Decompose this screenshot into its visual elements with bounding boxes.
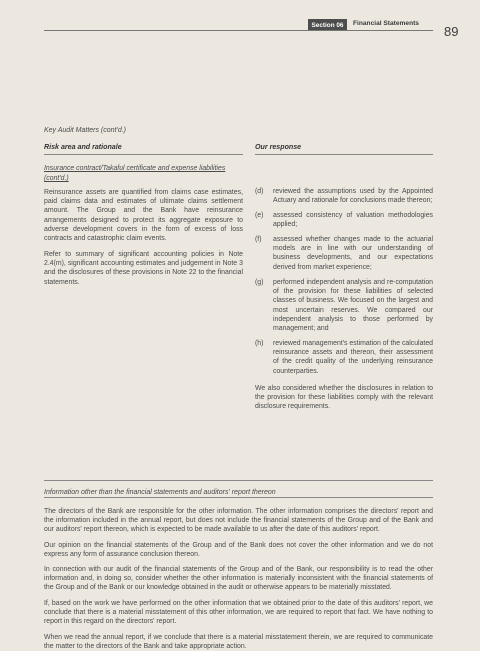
- response-heading-rule: [255, 154, 433, 155]
- response-item-label: (f): [255, 236, 262, 243]
- response-item-label: (e): [255, 212, 264, 219]
- section-divider-bottom: [44, 497, 433, 498]
- response-item-label: (g): [255, 279, 264, 286]
- response-item-d: [255, 187, 433, 205]
- response-column-heading: Our response: [255, 143, 302, 151]
- other-info-paragraph-3: In connection with our audit of the financial statements of the Group and of the Bank, our responsibility is to read the other information and, in doing so, consider whether the other information is materially inconsistent with the financial statements of the Group and of the Bank or our knowledge obtained in the audit or otherwise appears to be materially misstated.: [44, 566, 433, 592]
- response-item-label: (h): [255, 340, 264, 347]
- other-info-heading: Information other than the financial statements and auditors' report thereon: [44, 489, 276, 496]
- section-divider-top: [44, 480, 433, 481]
- risk-paragraph-2: Refer to summary of significant accounting policies in Note 2.4(m), significant accounting estimates and judgement in Note 3 and the disclosures of these provisions in Note 22 to the financial statements.: [44, 251, 243, 286]
- response-item-text: performed independent analysis and re-computation of the provision for these liabilities of selected classes of business. We focused on the largest and most uncertain reserves. We compared our independent analysis to those performed by management; and: [273, 279, 433, 333]
- risk-column-heading: Risk area and rationale: [44, 143, 122, 151]
- response-item-h: [255, 339, 433, 376]
- response-item-f: [255, 235, 433, 272]
- response-item-text: reviewed the assumptions used by the Appointed Actuary and rationale for conclusions made thereon;: [273, 188, 433, 205]
- other-info-paragraph-5: When we read the annual report, if we conclude that there is a material misstatement therein, we are required to communicate the matter to the directors of the Bank and take appropriate action.: [44, 634, 433, 651]
- response-conclusion: We also considered whether the disclosures in relation to the provision for these liabilities comply with the relevant disclosure requirements.: [255, 385, 433, 411]
- response-item-e: [255, 211, 433, 229]
- section-label: Section 06: [308, 19, 347, 31]
- risk-paragraph-1: Reinsurance assets are quantified from claims case estimates, paid claims data and estimates of ultimate claims settlement amount. The Group and the Bank have reinsurance arrangements designed to protect its aggregate exposure to adverse development covers in the form of excess of loss contracts and catastrophic claim events.: [44, 189, 243, 243]
- other-info-paragraph-2: Our opinion on the financial statements of the Group and of the Bank does not cover the other information and we do not express any form of assurance conclusion thereon.: [44, 542, 433, 559]
- response-item-text: assessed whether changes made to the actuarial models are in line with our understanding of business developments, and our expectations derived from market experience;: [273, 236, 433, 271]
- risk-subheading: Insurance contract/Takaful certificate and expense liabilities (cont'd.): [44, 165, 226, 182]
- response-item-text: assessed consistency of valuation methodologies applied;: [273, 212, 433, 229]
- page-number: 89: [444, 24, 459, 39]
- other-info-paragraph-4: If, based on the work we have performed on the other information that we obtained prior to the date of this auditors' report, we conclude that there is a material misstatement of this other information, we are required to report that fact. We have nothing to report in this regard on the directors' report.: [44, 600, 433, 626]
- section-title: Financial Statements: [353, 20, 419, 27]
- response-item-label: (d): [255, 188, 264, 195]
- response-item-g: [255, 278, 433, 333]
- header-divider: [44, 30, 433, 31]
- other-info-paragraph-1: The directors of the Bank are responsible for the other information. The other information comprises the directors' report and the information included in the annual report, but does not include the financial statements of the Group and of the Bank and our auditors' report thereon, which is expected to be made available to us after the date of this auditors' report.: [44, 508, 433, 534]
- kam-title: Key Audit Matters (cont'd.): [44, 127, 126, 134]
- risk-heading-rule: [44, 154, 243, 155]
- response-item-text: reviewed management's estimation of the calculated reinsurance assets and thereon, their assessment of the credit quality of the underlying reinsurance counterparties.: [273, 340, 433, 375]
